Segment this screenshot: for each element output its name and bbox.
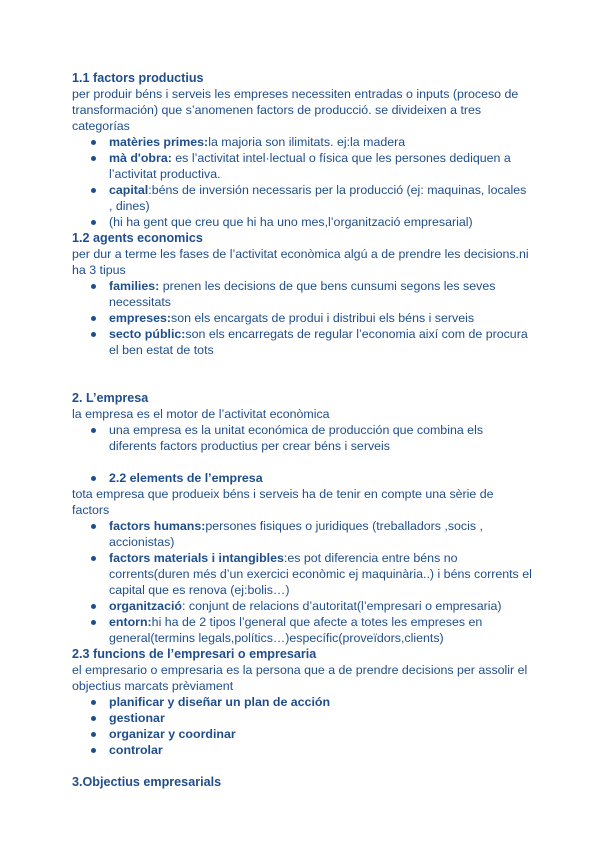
paragraph-funcions-intro: el empresario o empresaria es la persona que a de prendre decisions per assolir el objectius marcats prèviament — [72, 663, 528, 693]
list-item: una empresa es la unitat económica de producción que combina els diferents factors productius per crear béns i serveis — [72, 422, 532, 454]
list-item — [72, 182, 532, 214]
definition: :es pot diferencia entre béns no corrents(duren més d’un exercici econòmic ej maquinària..) i béns corrents el capital que es renova (ej:bolis…) — [109, 551, 532, 597]
term: factors humans: — [109, 519, 206, 533]
spacer — [72, 758, 532, 774]
list-item — [72, 550, 532, 598]
paragraph-elements-intro: tota empresa que produeix béns i serveis ha de tenir en compte una sèrie de factors — [72, 487, 494, 517]
term: secto públic: — [109, 327, 186, 341]
list-item — [72, 518, 532, 550]
definition: hi ha de 2 tipos l’general que afecte a totes les empreses en general(termins legals,polítics…)específic(proveïdors,clients) — [109, 615, 483, 645]
list-item — [72, 598, 532, 614]
list-item — [72, 150, 532, 182]
list-elements-heading — [72, 470, 532, 486]
list-item — [72, 214, 532, 230]
term: factors materials i intangibles — [109, 551, 284, 565]
heading-elements-empresa: 2.2 elements de l’empresa — [72, 470, 532, 486]
definition: la majoria son ilimitats. ej:la madera — [208, 135, 406, 149]
definition: (hi ha gent que creu que hi ha uno mes,l’organització empresarial) — [109, 215, 473, 229]
definition: son els encarregats de regular l’economia així com de procura el ben estat de tots — [109, 327, 528, 357]
document-content — [72, 70, 532, 790]
definition: prenen les decisions de que bens cunsumi segons les seves necessitats — [109, 279, 496, 309]
definition: : conjunt de relacions d’autoritat(l’empresari o empresaria) — [181, 599, 502, 613]
paragraph-empresa-intro: la empresa es el motor de l’activitat econòmica — [72, 407, 330, 421]
spacer — [72, 454, 532, 470]
heading-empresa: 2. L’empresa — [72, 391, 149, 405]
paragraph-agents-intro: per dur a terme les fases de l’activitat econòmica algú a de prendre les decisions.ni ha 3 tipus — [72, 247, 529, 277]
list-empresa — [72, 422, 532, 454]
list-item — [72, 134, 532, 150]
spacer — [72, 358, 532, 390]
paragraph-factors-intro: per produir béns i serveis les empreses necessiten entradas o inputs (proceso de transformación) que s’anomenen factors de producció. se divideixen a tres categorías — [72, 87, 519, 133]
definition: persones fisiques o juridiques (treballadors ,socis , accionistas) — [109, 519, 483, 549]
list-item: organizar y coordinar — [72, 726, 532, 742]
list-item: controlar — [72, 742, 532, 758]
term: mà d'obra: — [109, 151, 172, 165]
term: families: — [109, 279, 160, 293]
list-item — [72, 614, 532, 646]
term: organització — [109, 599, 182, 613]
list-funcions-empresari — [72, 694, 532, 758]
heading-factors-productius: 1.1 factors productius — [72, 71, 204, 85]
term: empreses: — [109, 311, 171, 325]
list-item — [72, 326, 532, 358]
term: matèries primes: — [109, 135, 209, 149]
list-factors-productius — [72, 134, 532, 230]
list-item — [72, 310, 532, 326]
term: capital — [109, 183, 149, 197]
definition: :béns de inversión necessaris per la producció (ej: maquinas, locales , dines) — [109, 183, 527, 213]
list-item — [72, 278, 532, 310]
heading-objectius-empresarials: 3.Objectius empresarials — [72, 775, 222, 789]
list-agents-economics — [72, 278, 532, 358]
heading-funcions-empresari: 2.3 funcions de l’empresari o empresaria — [72, 647, 317, 661]
definition: es l’activitat intel·lectual o física que les persones dediquen a l’activitat productiva. — [109, 151, 511, 181]
list-elements-empresa — [72, 518, 532, 646]
list-item: gestionar — [72, 710, 532, 726]
list-item: planificar y diseñar un plan de acción — [72, 694, 532, 710]
term: entorn: — [109, 615, 152, 629]
definition: son els encargats de produi i distribui els béns i serveis — [171, 311, 475, 325]
heading-agents-economics: 1.2 agents economics — [72, 231, 203, 245]
